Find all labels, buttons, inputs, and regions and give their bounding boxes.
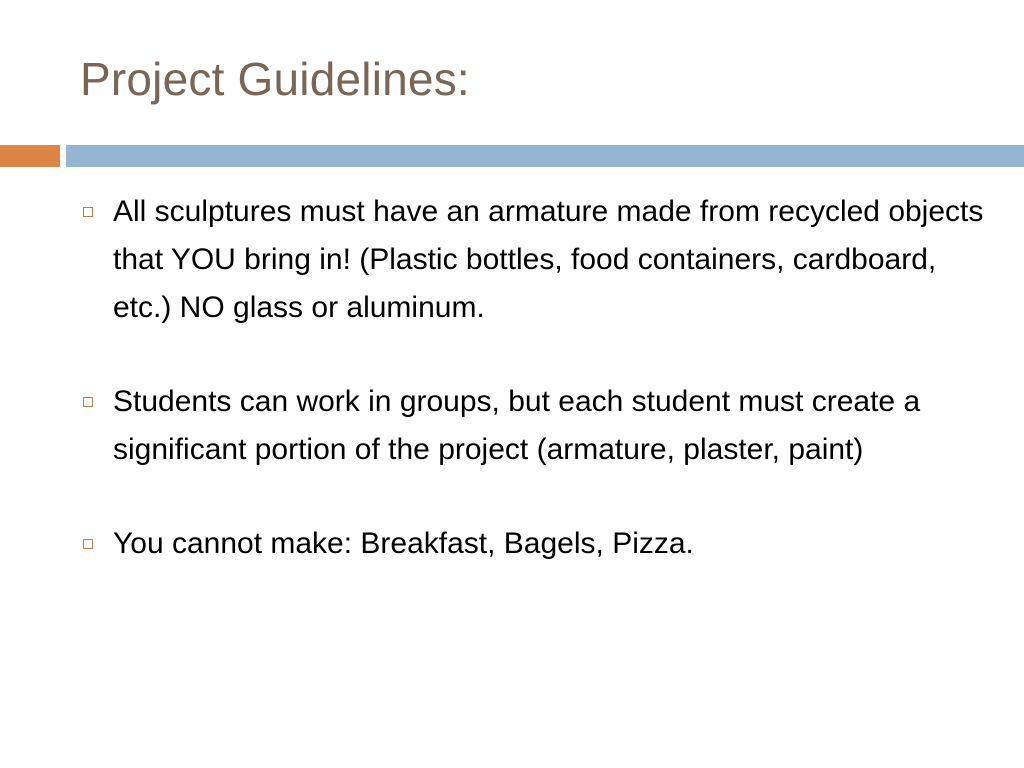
hollow-square-icon: [83, 207, 93, 217]
bullet-list: [80, 188, 990, 568]
hollow-square-icon: [83, 397, 93, 407]
accent-band-orange: [0, 145, 60, 167]
bullet-item: [80, 520, 990, 568]
slide-title: Project Guidelines:: [80, 53, 470, 105]
bullet-item: [80, 188, 990, 332]
hollow-square-icon: [83, 539, 93, 549]
bullet-text: Students can work in groups, but each student must create a significant portion of the project (armature, plaster, paint): [113, 385, 921, 466]
accent-band-blue: [66, 145, 1024, 167]
bullet-text: All sculptures must have an armature made from recycled objects that YOU bring in! (Plastic bottles, food containers, cardboard, etc.) NO glass or aluminum.: [113, 195, 984, 324]
bullet-text: You cannot make: Breakfast, Bagels, Pizza.: [113, 527, 694, 560]
bullet-item: [80, 378, 990, 474]
